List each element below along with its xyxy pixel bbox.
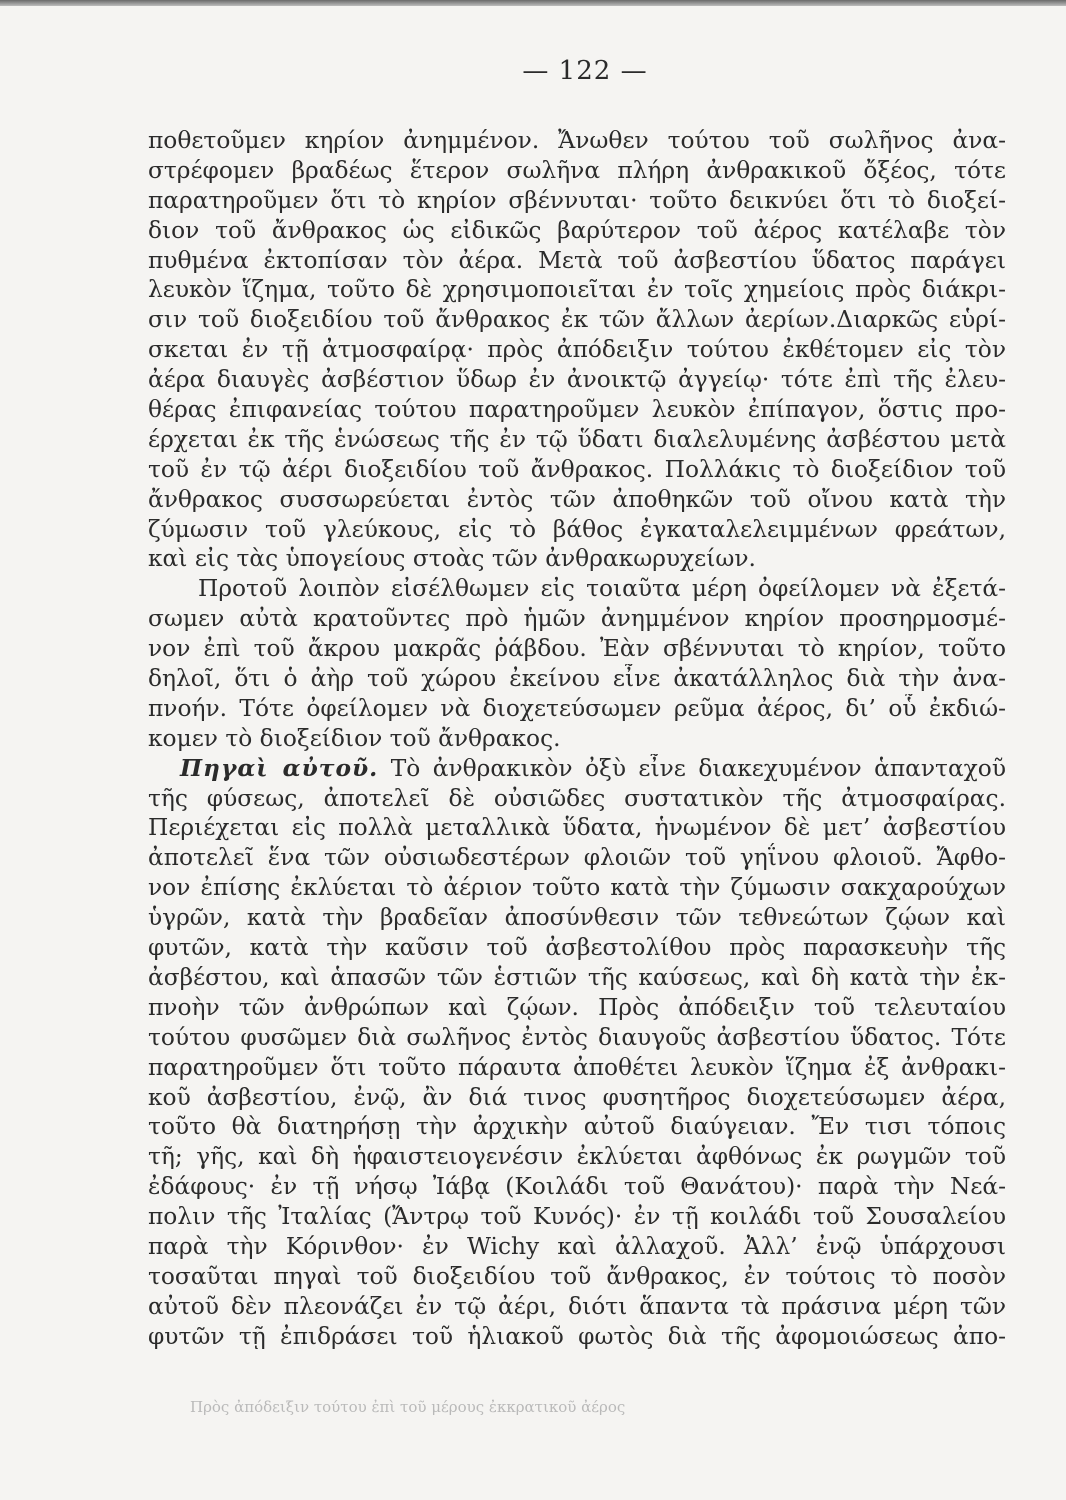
text-line: ζύμωσιν τοῦ γλεύκους, εἰς τὸ βάθος ἐγκαταλελειμμένων φρεάτων, bbox=[148, 515, 1006, 543]
text-line: παρατηροῦμεν ὅτι τὸ κηρίον σβέννυται· τοῦτο δεικνύει ὅτι τὸ διοξεί- bbox=[148, 186, 1006, 214]
text-line: ἐδάφους· ἐν τῇ νήσῳ Ἰάβᾳ (Κοιλάδι τοῦ Θανάτου)· παρὰ τὴν Νεά- bbox=[148, 1173, 1006, 1201]
text-line: Τὸ ἀνθρακικὸν ὀξὺ εἶνε διακεχυμένον ἁπανταχοῦ bbox=[390, 754, 1006, 782]
text-line: Περιέχεται εἰς πολλὰ μεταλλικὰ ὕδατα, ἡνωμένον δὲ μετ’ ἀσβεστίου bbox=[148, 814, 1006, 842]
text-line: αὐτοῦ δὲν πλεονάζει ἐν τῷ ἀέρι, διότι ἅπαντα τὰ πράσινα μέρη τῶν bbox=[148, 1292, 1006, 1320]
text-line: τῆς φύσεως, ἀποτελεῖ δὲ οὐσιῶδες συστατικὸν τῆς ἀτμοσφαίρας. bbox=[148, 784, 1006, 812]
text-line: παρατηροῦμεν ὅτι τοῦτο πάραυτα ἀποθέτει λευκὸν ἵζημα ἐξ ἀνθρακι- bbox=[148, 1053, 1006, 1081]
text-line: τοσαῦται πηγαὶ τοῦ διοξειδίου τοῦ ἄνθρακος, ἐν τούτοις τὸ ποσὸν bbox=[148, 1262, 1006, 1290]
text-line: πνοὴν τῶν ἀνθρώπων καὶ ζῴων. Πρὸς ἀπόδειξιν τοῦ τελευταίου bbox=[148, 993, 1006, 1021]
page-number: — 122 — bbox=[522, 56, 648, 86]
text-line: ποθετοῦμεν κηρίον ἀνημμένον. Ἄνωθεν τούτου τοῦ σωλῆνος ἀνα- bbox=[148, 127, 1006, 154]
text-line: δηλοῖ, ὅτι ὁ ἀὴρ τοῦ χώρου ἐκείνου εἶνε ἀκατάλληλος διὰ τὴν ἀνα- bbox=[148, 665, 1006, 693]
text-line: πολιν τῆς Ἰταλίας (Ἄντρῳ τοῦ Κυνός)· ἐν τῇ κοιλάδι τοῦ Σουσαλείου bbox=[148, 1203, 1006, 1231]
text-line: τοῦτο θὰ διατηρήσῃ τὴν ἀρχικὴν αὐτοῦ διαύγειαν. Ἔν τισι τόποις bbox=[148, 1113, 1006, 1141]
text-line: ἀσβέστου, καὶ ἁπασῶν τῶν ἑστιῶν τῆς καύσεως, καὶ δὴ κατὰ τὴν ἐκ- bbox=[148, 963, 1006, 991]
text-line: παρὰ τὴν Κόρινθον· ἐν Wichy καὶ ἀλλαχοῦ. Ἀλλ’ ἐνῷ ὑπάρχουσι bbox=[148, 1232, 1006, 1260]
text-line: λευκὸν ἵζημα, τοῦτο δὲ χρησιμοποιεῖται ἐν τοῖς χημείοις πρὸς διάκρι- bbox=[148, 276, 1006, 304]
text-line: σιν τοῦ διοξειδίου τοῦ ἄνθρακος ἐκ τῶν ἄλλων ἀερίων.Διαρκῶς εὑρί- bbox=[148, 306, 1006, 334]
text-line: κομεν τὸ διοξείδιον τοῦ ἄνθρακος. bbox=[148, 724, 561, 752]
text-line: κοῦ ἀσβεστίου, ἐνῷ, ἂν διά τινος φυσητῆρος διοχετεύσωμεν ἀέρα, bbox=[148, 1083, 1006, 1111]
text-line: σωμεν αὐτὰ κρατοῦντες πρὸ ἡμῶν ἀνημμένον κηρίον προσηρμοσμέ- bbox=[148, 605, 1006, 633]
text-line: φυτῶν τῇ ἐπιδράσει τοῦ ἡλιακοῦ φωτὸς διὰ τῆς ἀφομοιώσεως ἀπο- bbox=[148, 1322, 1006, 1350]
text-line: ὑγρῶν, κατὰ τὴν βραδεῖαν ἀποσύνθεσιν τῶν τεθνεώτων ζῴων καὶ bbox=[148, 904, 1006, 932]
text-line: τῆ; γῆς, καὶ δὴ ἡφαιστειογενέσιν ἐκλύεται ἀφθόνως ἐκ ρωγμῶν τοῦ bbox=[148, 1143, 1006, 1171]
bleed-through-text: Πρὸς ἀπόδειξιν τούτου ἐπὶ τοῦ μέρους ἐκκρατικοῦ ἀέρος bbox=[190, 1398, 626, 1416]
text-line: διον τοῦ ἄνθρακος ὡς εἰδικῶς βαρύτερον τοῦ ἀέρος κατέλαβε τὸν bbox=[148, 216, 1006, 244]
text-line: τοῦ ἐν τῷ ἀέρι διοξειδίου τοῦ ἄνθρακος. Πολλάκις τὸ διοξείδιον τοῦ bbox=[148, 455, 1006, 483]
text-line: στρέφομεν βραδέως ἕτερον σωλῆνα πλήρη ἀνθρακικοῦ ὄξέος, τότε bbox=[148, 156, 1006, 184]
text-line: καὶ εἰς τὰς ὑπογείους στοὰς τῶν ἀνθρακωρυχείων. bbox=[148, 545, 756, 573]
text-line: ἀποτελεῖ ἕνα τῶν οὐσιωδεστέρων φλοιῶν τοῦ γηΐνου φλοιοῦ. Ἄφθο- bbox=[148, 844, 1006, 872]
text-line: νον ἐπὶ τοῦ ἄκρου μακρᾶς ῥάβδου. Ἐὰν σβέννυται τὸ κηρίον, τοῦτο bbox=[148, 635, 1006, 663]
text-line: πνοήν. Τότε ὀφείλομεν νὰ διοχετεύσωμεν ρεῦμα ἀέρος, δι’ οὗ ἐκδιώ- bbox=[148, 694, 1006, 722]
text-line: θέρας ἐπιφανείας τούτου παρατηροῦμεν λευκὸν ἐπίπαγον, ὅστις προ- bbox=[148, 396, 1006, 424]
text-line: νον ἐπίσης ἐκλύεται τὸ ἀέριον τοῦτο κατὰ τὴν ζύμωσιν σακχαρούχων bbox=[148, 874, 1006, 902]
text-line: Προτοῦ λοιπὸν εἰσέλθωμεν εἰς τοιαῦτα μέρη ὀφείλομεν νὰ ἐξετά- bbox=[198, 575, 1006, 603]
text-line: πυθμένα ἐκτοπίσαν τὸν ἀέρα. Μετὰ τοῦ ἀσβεστίου ὕδατος παράγει bbox=[148, 246, 1006, 274]
text-line: τούτου φυσῶμεν διὰ σωλῆνος ἐντὸς διαυγοῦς ἀσβεστίου ὕδατος. Τότε bbox=[148, 1023, 1006, 1051]
page-top-edge bbox=[0, 0, 1066, 6]
text-line: σκεται ἐν τῇ ἀτμοσφαίρᾳ· πρὸς ἀπόδειξιν τούτου ἐκθέτομεν εἰς τὸν bbox=[148, 336, 1006, 364]
section-heading: Πηγαὶ αὐτοῦ. bbox=[180, 754, 379, 782]
body-text bbox=[148, 126, 1006, 1352]
text-line: ἀέρα διαυγὲς ἀσβέστιον ὕδωρ ἐν ἀνοικτῷ ἀγγείῳ· τότε ἐπὶ τῆς ἐλευ- bbox=[148, 366, 1006, 394]
text-line: ἄνθρακος συσσωρεύεται ἐντὸς τῶν ἀποθηκῶν τοῦ οἴνου κατὰ τὴν bbox=[148, 485, 1006, 513]
text-line: φυτῶν, κατὰ τὴν καῦσιν τοῦ ἀσβεστολίθου πρὸς παρασκευὴν τῆς bbox=[148, 934, 1006, 962]
text-line: έρχεται ἐκ τῆς ἑνώσεως τῆς ἐν τῷ ὕδατι διαλελυμένης ἀσβέστου μετὰ bbox=[148, 425, 1006, 453]
section-heading-line bbox=[148, 754, 1006, 784]
